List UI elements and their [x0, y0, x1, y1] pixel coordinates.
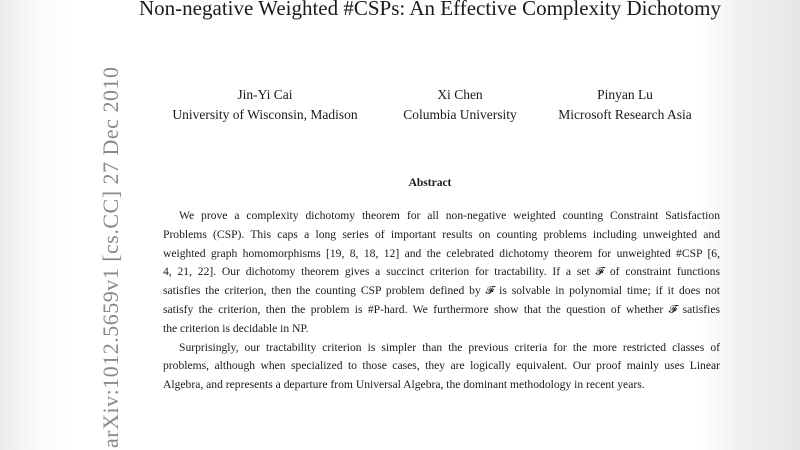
author-name: Pinyan Lu — [597, 87, 653, 102]
abstract-line: Problems (CSP). This caps a long series of important results on counting problems including unweighted and — [163, 227, 720, 241]
abstract-line: problems, although when specialized to those cases, they are logically equivalent. Our proof mainly uses Linear — [163, 359, 720, 373]
abstract-heading: Abstract — [408, 177, 452, 189]
author-affiliation: Columbia University — [403, 107, 517, 122]
abstract-line: Surprisingly, our tractability criterion is simpler than the previous criteria for the more restricted classes of — [179, 340, 720, 354]
abstract-line: We prove a complexity dichotomy theorem for all non-negative weighted counting Constraint Satisfaction — [179, 209, 720, 222]
arxiv-identifier: arXiv:1012.5659v1 [cs.CC] 27 Dec 2010 — [98, 66, 123, 448]
abstract-line: the criterion is decidable in NP. — [163, 321, 309, 335]
paper-title: Non-negative Weighted #CSPs: An Effective Complexity Dichotomy — [139, 0, 721, 20]
author-affiliation: University of Wisconsin, Madison — [172, 107, 358, 122]
author-name: Xi Chen — [437, 87, 483, 102]
abstract-line: satisfy the criterion, then the problem is #P-hard. We furthermore show that the question of whether 𝓕 satisfies — [163, 302, 720, 316]
abstract-line: 4, 21, 22]. Our dichotomy theorem gives a succinct criterion for tractability. If a set 𝓕 of constraint functions — [163, 265, 720, 279]
author-affiliation: Microsoft Research Asia — [558, 107, 692, 122]
author-block — [540, 85, 710, 125]
author-block — [380, 85, 540, 125]
author-name: Jin-Yi Cai — [237, 87, 293, 102]
abstract-line: satisfies the criterion, then the counting CSP problem defined by 𝓕 is solvable in polynomial time; if it does not — [163, 284, 720, 298]
author-block — [160, 85, 370, 125]
abstract-line: weighted graph homomorphisms [19, 8, 18, 12] and the celebrated dichotomy theorem for unweighted #CSP [6, — [163, 246, 720, 260]
abstract-line: Algebra, and represents a departure from Universal Algebra, the dominant methodology in recent years. — [163, 378, 645, 392]
abstract-body — [163, 207, 720, 395]
